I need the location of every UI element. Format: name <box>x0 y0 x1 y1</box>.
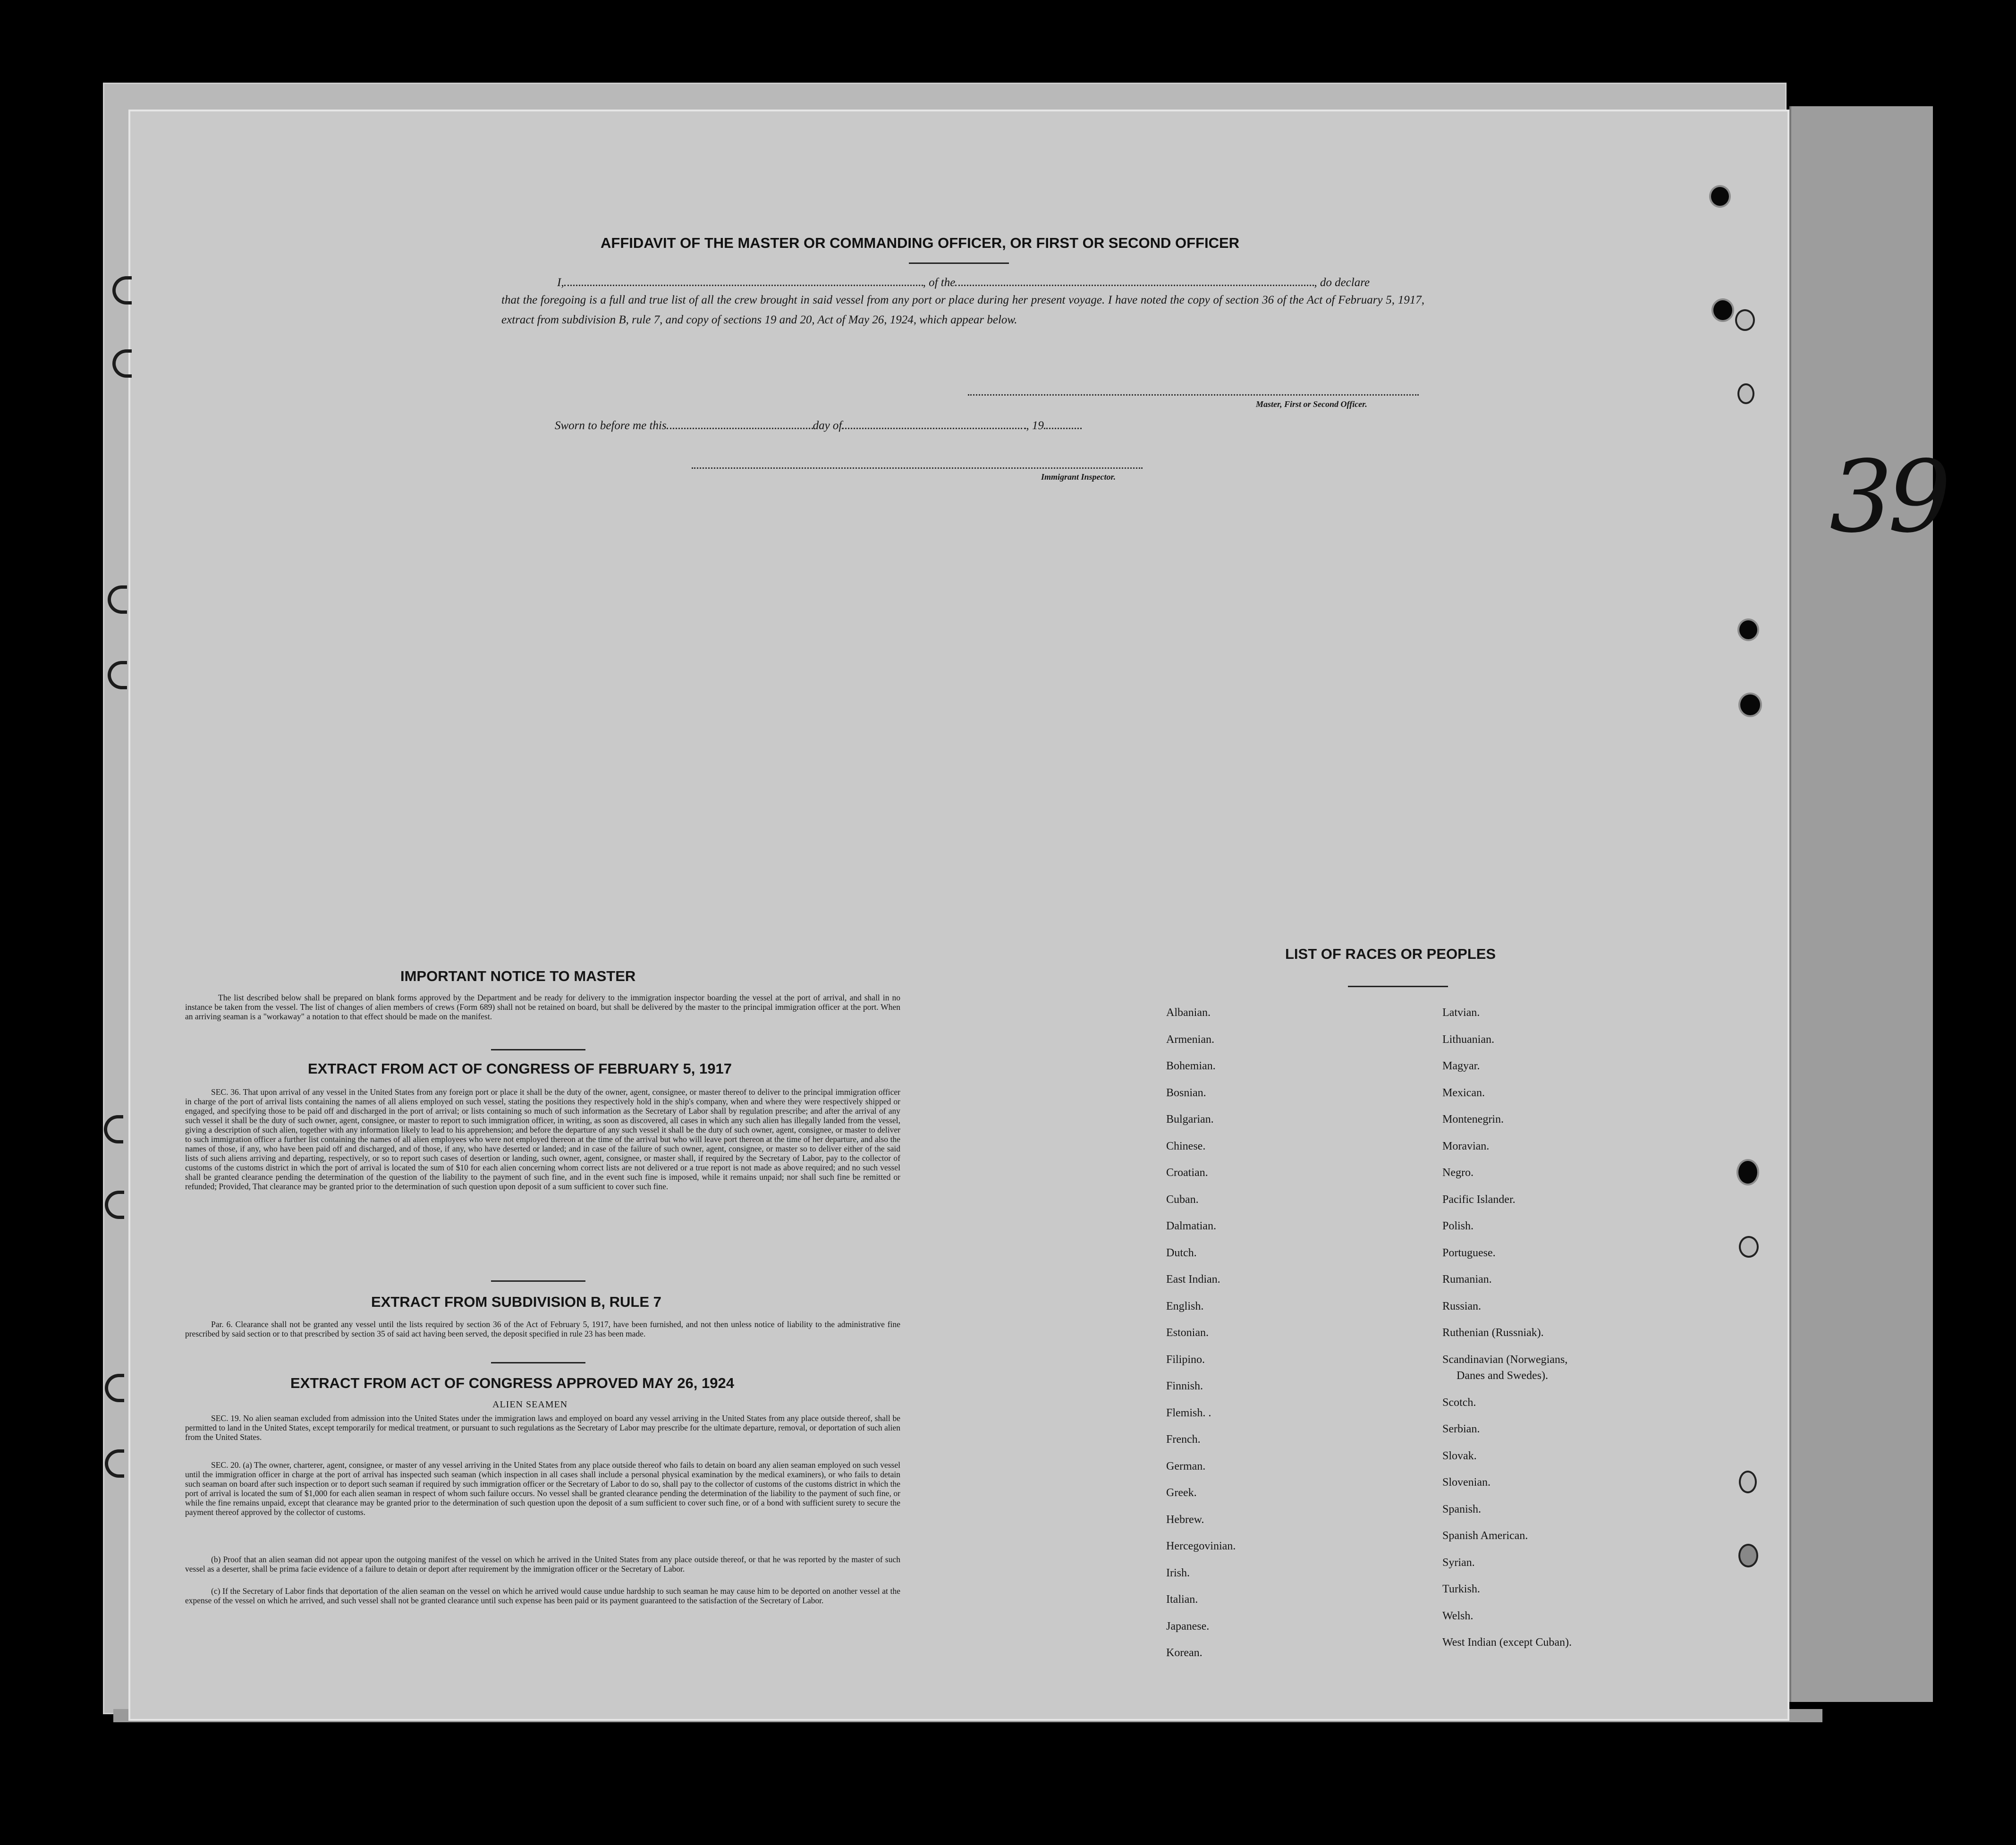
race-item: Slovak. <box>1442 1449 1477 1462</box>
race-item: French. <box>1166 1433 1201 1446</box>
master-signature-line <box>968 394 1419 396</box>
race-item: Spanish. <box>1442 1503 1482 1515</box>
punch-hole-icon <box>1711 298 1734 322</box>
race-item: Lithuanian. <box>1442 1033 1494 1046</box>
race-item: East Indian. <box>1166 1273 1220 1286</box>
affidavit-body: that the foregoing is a full and true list of all the crew brought in said vessel from any port or place during her present voyage. I have noted the copy of section 36 of the Act of February 5, 1917, extract from subdivision B, rule 7, and copy of sections 19 and 20, Act of May 26, 1924, which appear below. <box>501 294 1424 326</box>
punch-hole-icon <box>1737 383 1754 404</box>
race-item: Scandinavian (Norwegians, <box>1442 1353 1568 1366</box>
race-item: German. <box>1166 1460 1206 1473</box>
races-right-column <box>1442 999 1572 1656</box>
race-item: Flemish. . <box>1166 1406 1211 1419</box>
race-item: Ruthenian (Russniak). <box>1442 1327 1544 1339</box>
race-item: Magyar. <box>1442 1060 1480 1072</box>
extract-1924-sec20c: (c) If the Secretary of Labor finds that deportation of the alien seaman on the vessel on which he arrived would cause undue hardship to such seaman he may cause him to be deported on another vessel at the expense of the vessel on which he arrived, and such vessel shall not be granted clearance until such expense has been paid or its payment guaranteed to the satisfaction of the Secretary of Labor. <box>185 1586 900 1605</box>
affidavit-declaration-line <box>557 276 1425 289</box>
title-divider <box>909 262 1009 264</box>
inspector-signature-line <box>692 467 1143 469</box>
extract-1924-sec20a: SEC. 20. (a) The owner, charterer, agent, consignee, or master of any vessel arriving in the United States from any place outside thereof who fails to detain on board any alien seaman employed on such vessel until the immigration officer in charge at the port of arrival has inspected such seaman (which inspection in all cases shall include a personal physical examination by the medical examiners), or who fails to detain such seaman on board after such inspection or to deport such seaman if required by such immigration officer or the Secretary of Labor to do so, shall pay to the collector of customs of the customs district in which the port of arrival is located the sum of $1,000 for each alien seaman in respect of whom such failure occurs. No vessel shall be granted clearance pending the determination of the liability to the payment of such fine, or while the fine remains unpaid, except that clearance may be granted prior to the determination of such question upon the deposit of a sum sufficient to cover such fine, or of a bond with sufficient surety to secure the payment thereof approved by the collector of customs. <box>185 1460 900 1517</box>
punch-hole-icon <box>1737 618 1759 641</box>
race-item: Greek. <box>1166 1487 1197 1499</box>
race-item: Italian. <box>1166 1593 1198 1606</box>
notice-title: IMPORTANT NOTICE TO MASTER <box>400 968 636 984</box>
extract-1924-sec20b: (b) Proof that an alien seaman did not appear upon the outgoing manifest of the vessel on which he arrived in the United States from any place outside thereof, or that he was reported by the master of such vessel as a deserter, shall be prima facie evidence of a failure to detain or deport after requirement by the immigration officer or the Secretary of Labor. <box>185 1555 900 1574</box>
race-item: Dalmatian. <box>1166 1220 1216 1232</box>
affidavit-of-the-label: , of the <box>923 276 956 289</box>
extract-1924-subtitle: ALIEN SEAMEN <box>492 1399 568 1410</box>
right-sheet-edge <box>1789 106 1933 1702</box>
race-item: Chinese. <box>1166 1140 1206 1152</box>
race-item: Polish. <box>1442 1220 1474 1232</box>
punch-hole-icon <box>1739 1471 1757 1493</box>
punch-hole-icon <box>1738 693 1762 717</box>
race-item: Hercegovinian. <box>1166 1540 1236 1552</box>
punch-hole-icon <box>1709 185 1731 208</box>
inspector-caption: Immigrant Inspector. <box>1041 472 1116 482</box>
race-item: Bulgarian. <box>1166 1113 1214 1126</box>
races-title: LIST OF RACES OR PEOPLES <box>1285 946 1496 962</box>
notice-text: The list described below shall be prepared on blank forms approved by the Department and be ready for delivery to the immigration inspector boarding the vessel at the port of arrival, and shall in no instance be taken from the vessel. The list of changes of alien members of crews (Form 689) shall not be retained on board, but shall be delivered by the master to the principal immigration officer at the port. When an arriving seaman is a "workaway" a notation to that effect should be made on the manifest. <box>185 993 900 1021</box>
sworn-line <box>555 419 1082 432</box>
punch-hole-icon <box>1735 309 1755 331</box>
race-item: Syrian. <box>1442 1556 1475 1569</box>
race-item: Bosnian. <box>1166 1086 1206 1099</box>
affidavit-declare-label: , do declare <box>1314 276 1370 289</box>
race-item: Finnish. <box>1166 1380 1203 1392</box>
race-item: Danes and Swedes). <box>1457 1370 1548 1382</box>
extract-rule7-text: Par. 6. Clearance shall not be granted any vessel until the lists required by section 36 of the Act of February 5, 1917, have been furnished, and not then unless notice of liability to the administrative fine prescribed by said section or to that prescribed by section 35 of said act having been served, the deposit specified in rule 23 has been made. <box>185 1320 900 1338</box>
sworn-prefix: Sworn to before me this <box>555 419 667 432</box>
extract-1924-title: EXTRACT FROM ACT OF CONGRESS APPROVED MAY 26, 1924 <box>290 1375 734 1391</box>
punch-hole-icon <box>1738 1544 1758 1567</box>
notice-divider <box>491 1049 585 1050</box>
races-divider <box>1348 986 1448 987</box>
extract-rule7-title: EXTRACT FROM SUBDIVISION B, RULE 7 <box>371 1294 661 1310</box>
sworn-year-label: , 19 <box>1026 419 1044 432</box>
race-item: Japanese. <box>1166 1620 1210 1633</box>
race-item: Scotch. <box>1442 1396 1476 1409</box>
race-item: Albanian. <box>1166 1007 1211 1019</box>
race-item: Cuban. <box>1166 1193 1199 1206</box>
race-item: Rumanian. <box>1442 1273 1492 1286</box>
handwritten-page-number: 39 <box>1830 439 1947 555</box>
races-left-column <box>1166 999 1236 1667</box>
race-item: Dutch. <box>1166 1246 1197 1259</box>
race-item: Irish. <box>1166 1566 1190 1579</box>
race-item: Russian. <box>1442 1300 1482 1312</box>
punch-hole-icon <box>1736 1159 1759 1185</box>
race-item: English. <box>1166 1300 1204 1312</box>
race-item: Hebrew. <box>1166 1513 1204 1526</box>
race-item: Negro. <box>1442 1167 1474 1179</box>
race-item: Latvian. <box>1442 1007 1480 1019</box>
race-item: Pacific Islander. <box>1442 1193 1516 1206</box>
race-item: Estonian. <box>1166 1327 1209 1339</box>
race-item: Croatian. <box>1166 1167 1208 1179</box>
race-item: Mexican. <box>1442 1086 1485 1099</box>
race-item: Moravian. <box>1442 1140 1490 1152</box>
master-caption: Master, First or Second Officer. <box>1256 399 1367 409</box>
race-item: Armenian. <box>1166 1033 1214 1046</box>
race-item: Bohemian. <box>1166 1060 1216 1072</box>
extract-1917-text: SEC. 36. That upon arrival of any vessel in the United States from any foreign port or place it shall be the duty of the owner, agent, consignee, or master thereof to deliver to the principal immigration officer in charge of the port of arrival lists containing the names of all aliens employed on such vessel, stating the positions they respectively hold in the ship's company, when and where they were respectively shipped or engaged, and specifying those to be paid off and discharged in the port of arrival; or lists containing so much of such information as the Secretary of Labor shall by regulation prescribe; and after the arrival of any such vessel it shall be the duty of such owner, agent, consignee, or master to report to such immigration officer, in writing, as soon as discovered, all cases in which any such alien has illegally landed from the vessel, giving a description of such alien, together with any information likely to lead to his apprehension; and before the departure of any such vessel it shall be the duty of such owner, agent, consignee, or master to deliver to such immigration officer a further list containing the names of all alien employees who were not employed thereon at the time of the arrival but who will leave port thereon at the time of her departure, and also the names of those, if any, who have been paid off and discharged, and of those, if any, who have deserted or landed; and in case of the failure of such owner, agent, consignee, or master so to deliver either of the said lists of such aliens arriving and departing, respectively, or so to report such cases of desertion or landing, such owner, agent, consignee, or master shall, if required by the Secretary of Labor, pay to the collector of customs of the customs district in which the port of arrival is located the sum of $10 for each alien concerning whom correct lists are not delivered or a true report is not made as above required; and no such vessel shall be granted clearance pending the determination of the question of the liability to the payment of such fine, and in the event such fine is imposed, while it remains unpaid; nor shall such fine be remitted or refunded; Provided, That clearance may be granted prior to the determination of such question upon deposit of a sum sufficient to cover such fine. <box>185 1087 900 1191</box>
race-item: Welsh. <box>1442 1609 1474 1622</box>
extract-1917-divider <box>491 1280 585 1282</box>
punch-hole-icon <box>1739 1236 1759 1258</box>
affidavit-i-label: I, <box>557 276 564 289</box>
race-item: Spanish American. <box>1442 1530 1528 1542</box>
sworn-day-label: day of <box>813 419 842 432</box>
race-item: Montenegrin. <box>1442 1113 1504 1126</box>
race-item: Filipino. <box>1166 1353 1205 1366</box>
race-item: West Indian (except Cuban). <box>1442 1636 1572 1649</box>
extract-1924-sec19: SEC. 19. No alien seaman excluded from admission into the United States under the immigration laws and employed on board any vessel arriving in the United States from any place outside thereof, shall be permitted to land in the United States, except temporarily for medical treatment, or pursuant to such regulations as the Secretary of Labor may prescribe for the ultimate departure, removal, or deportation of such alien from the United States. <box>185 1413 900 1442</box>
affidavit-title: AFFIDAVIT OF THE MASTER OR COMMANDING OFFICER, OR FIRST OR SECOND OFFICER <box>601 235 1240 251</box>
race-item: Turkish. <box>1442 1583 1480 1595</box>
race-item: Portuguese. <box>1442 1246 1496 1259</box>
race-item: Korean. <box>1166 1647 1203 1659</box>
race-item: Serbian. <box>1442 1423 1480 1435</box>
race-item: Slovenian. <box>1442 1476 1491 1489</box>
extract-1917-title: EXTRACT FROM ACT OF CONGRESS OF FEBRUARY 5, 1917 <box>308 1060 732 1077</box>
extract-rule7-divider <box>491 1362 585 1363</box>
